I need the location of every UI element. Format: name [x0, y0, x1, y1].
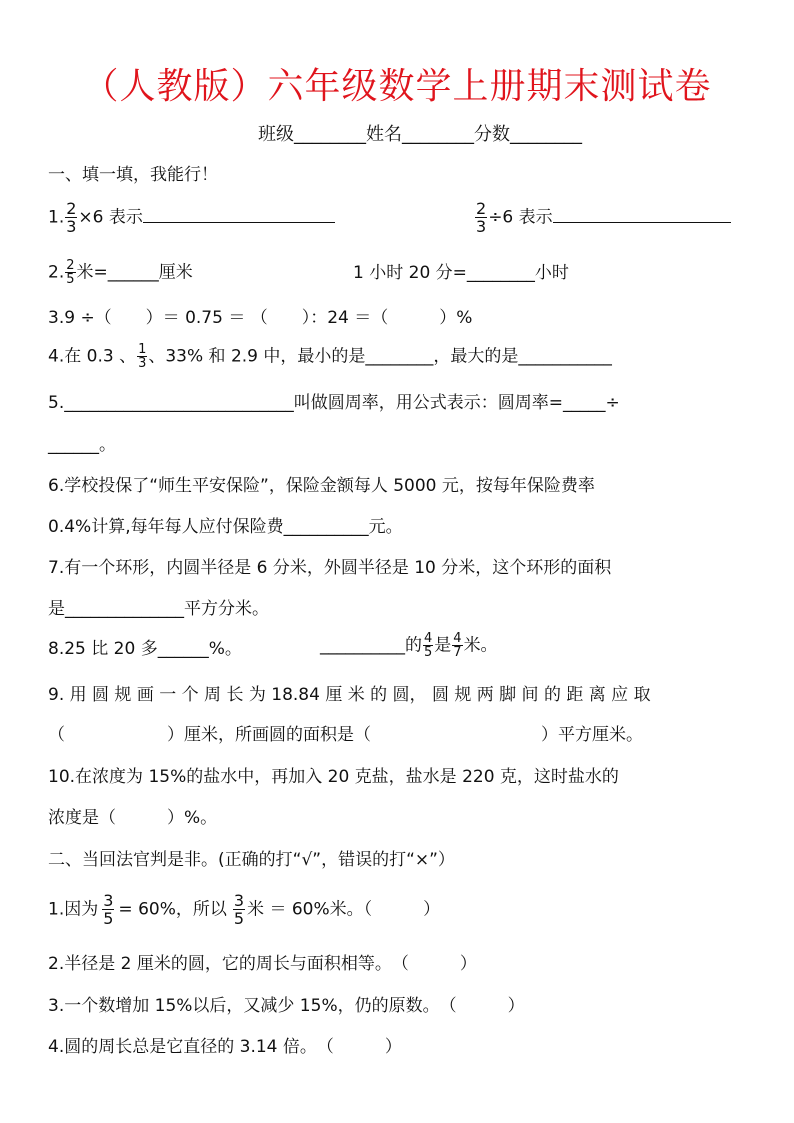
- judge-question-4: 4.圆的周长总是它直径的 3.14 倍。 （ ）: [48, 1037, 402, 1057]
- question-9-line1: 9. 用 圆 规 画 一 个 周 长 为 18.84 厘 米 的 圆， 圆 规 两 脚 间 的 距 离 应 取: [48, 685, 651, 705]
- question-1-right: $\frac{2}{3}$ ÷6 表示: [474, 200, 731, 235]
- section1-heading: 一、填一填，我能行！: [48, 165, 218, 185]
- answer-blank[interactable]: [553, 204, 731, 223]
- fraction: $\frac{2}{5}$: [66, 258, 75, 287]
- question-10-line1: 10.在浓度为 15%的盐水中，再加入 20 克盐，盐水是 220 克，这时盐水的: [48, 767, 619, 787]
- student-info: [258, 120, 582, 146]
- fraction: $\frac{4}{5}$: [424, 631, 433, 660]
- name-field[interactable]: 姓名________: [366, 124, 474, 145]
- question-7-line2: 是______________平方分米。: [48, 599, 269, 619]
- fraction: $\frac{3}{5}$: [103, 891, 114, 928]
- question-6-line2: 0.4%计算,每年每人应付保险费__________元。: [48, 517, 403, 537]
- question-10-line2: 浓度是（ ）%。: [48, 808, 218, 828]
- question-2-left: 2. $\frac{2}{5}$ 米=______厘米: [48, 258, 193, 287]
- question-3: 3.9 ÷（ ）＝ 0.75 ＝ （ ）：24 ＝（ ）%: [48, 308, 473, 328]
- question-8-left: 8.25 比 20 多______%。: [48, 639, 242, 659]
- question-4: 4.在 0.3 、 $\frac{1}{3}$ 、33% 和 2.9 中，最小的是________，最大的是___________: [48, 342, 612, 371]
- judge-question-2: 2.半径是 2 厘米的圆，它的周长与面积相等。 （ ）: [48, 954, 477, 974]
- question-5-line2: ______。: [48, 435, 116, 455]
- question-1-left: 1. $\frac{2}{3}$ ×6 表示: [48, 200, 335, 235]
- fraction: $\frac{3}{5}$: [233, 891, 245, 928]
- fraction: $\frac{2}{3}$: [476, 199, 487, 236]
- judge-question-3: 3.一个数增加 15%以后，又减少 15%，仍的原数。 （ ）: [48, 996, 525, 1016]
- question-7-line1: 7.有一个环形，内圆半径是 6 分米，外圆半径是 10 分米，这个环形的面积: [48, 558, 612, 578]
- question-9-line2: （ ）厘米，所画圆的面积是（ ）平方厘米。: [48, 725, 643, 745]
- fraction: $\frac{1}{3}$: [138, 342, 147, 371]
- page-title: （人教版）六年级数学上册期末测试卷: [82, 66, 712, 107]
- score-field[interactable]: 分数________: [474, 124, 582, 145]
- question-6-line1: 6.学校投保了“师生平安保险”，保险金额每人 5000 元，按每年保险费率: [48, 476, 595, 496]
- question-2-right: 1 小时 20 分=________小时: [353, 263, 569, 283]
- fraction: $\frac{2}{3}$: [66, 199, 77, 236]
- question-5-line1: 5.___________________________叫做圆周率，用公式表示：圆周率=_____÷: [48, 393, 620, 413]
- question-8-right: __________的 $\frac{4}{5}$ 是 $\frac{4}{7}$ 米。: [320, 631, 498, 660]
- class-field[interactable]: 班级________: [258, 124, 366, 145]
- section2-heading: 二、当回法官判是非。(正确的打“√”，错误的打“×”）: [48, 850, 455, 870]
- judge-question-1: 1.因为 $\frac{3}{5}$ = 60%，所以 $\frac{3}{5}$ 米 ＝ 60%米。（ ）: [48, 891, 441, 928]
- answer-blank[interactable]: [143, 204, 335, 223]
- fraction: $\frac{4}{7}$: [453, 631, 462, 660]
